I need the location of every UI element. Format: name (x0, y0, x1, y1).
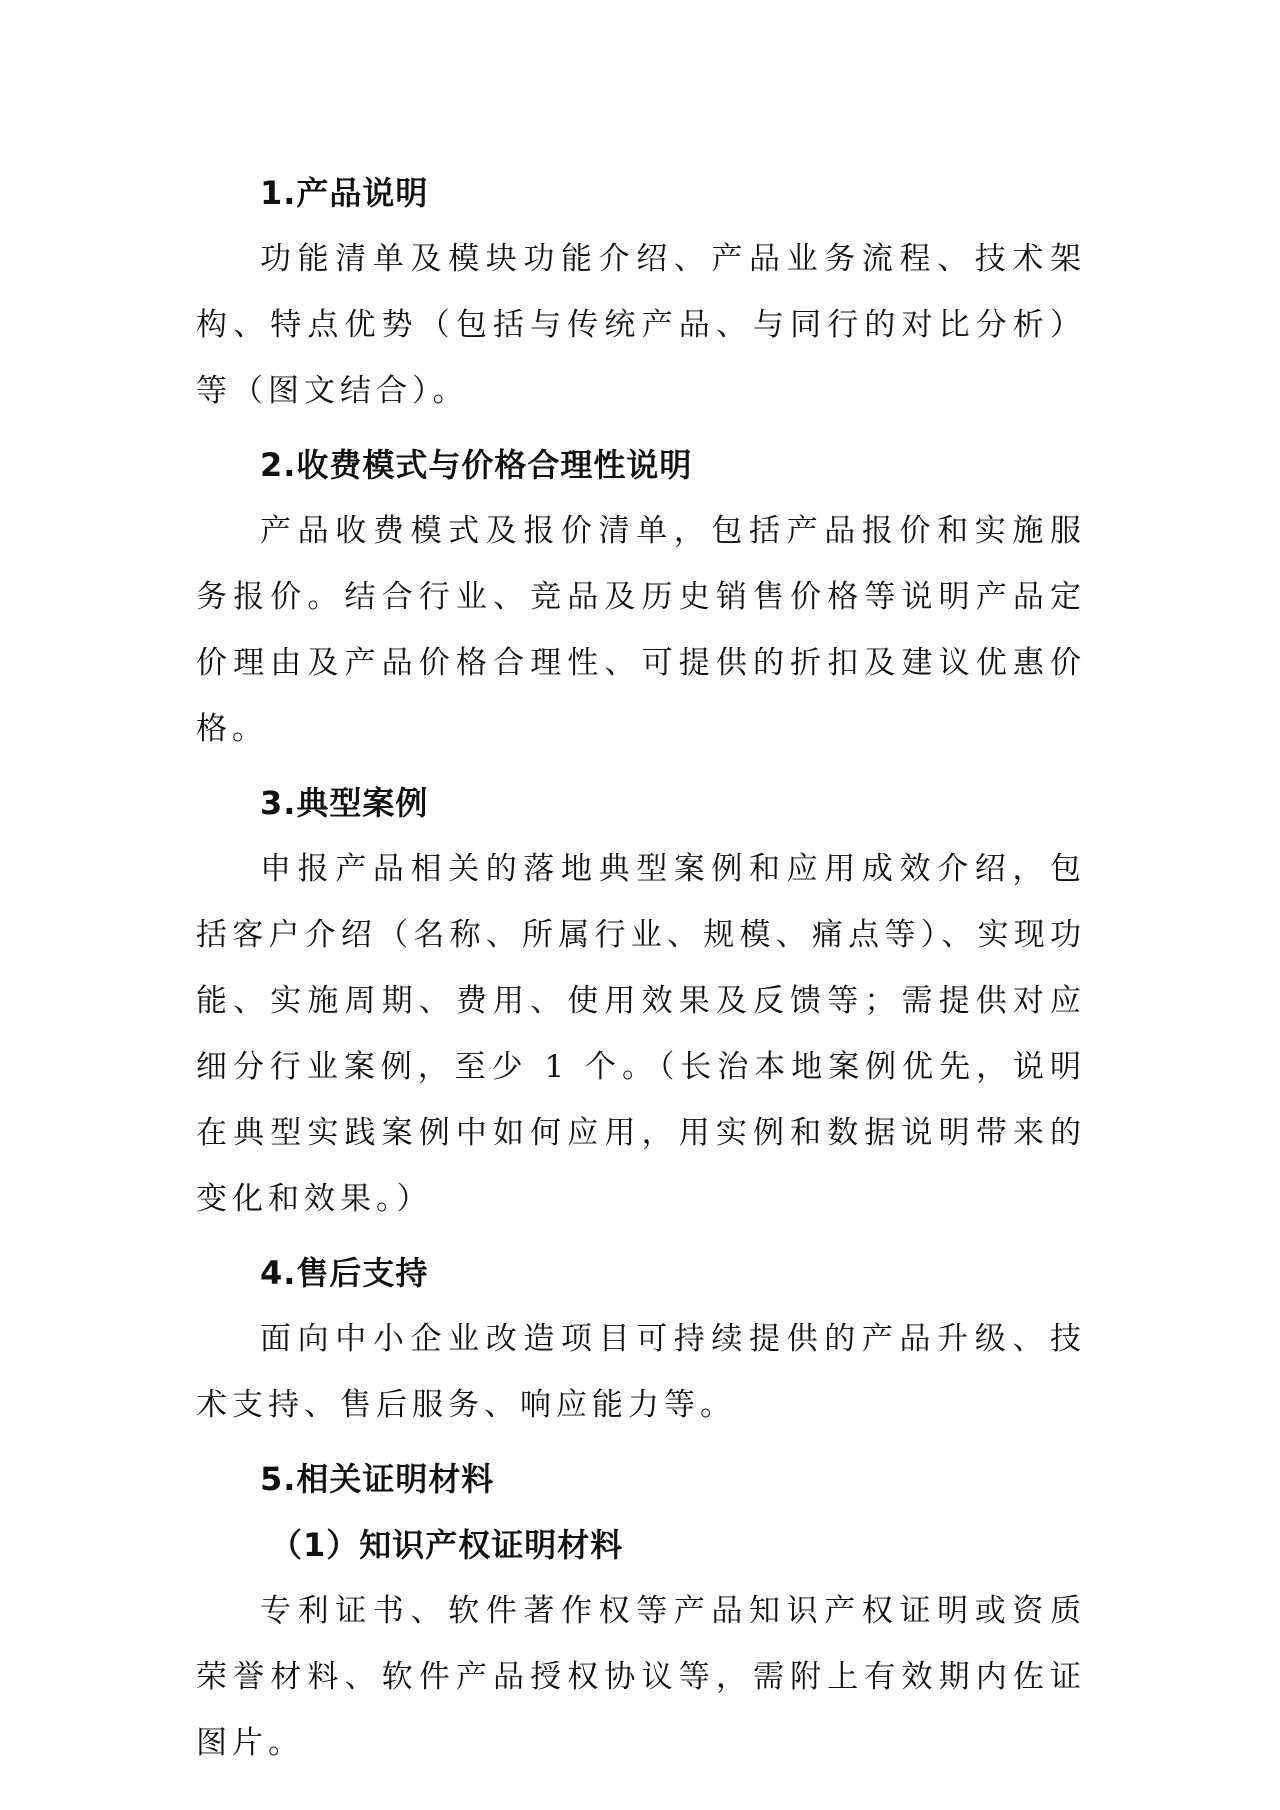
section-heading-product-description: 1.产品说明 (260, 174, 429, 212)
section-heading-pricing: 2.收费模式与价格合理性说明 (260, 446, 693, 484)
section-heading-typical-cases: 3.典型案例 (260, 784, 429, 822)
section-heading-after-sales: 4.售后支持 (260, 1254, 429, 1292)
section-body-product-description: 功能清单及模块功能介绍、产品业务流程、技术架构、特点优势（包括与传统产品、与同行的对比分析）等（图文结合）。 (196, 241, 1086, 409)
section-heading-supporting-materials: 5.相关证明材料 (260, 1460, 495, 1498)
section-body-ip-materials: 专利证书、软件著作权等产品知识产权证明或资质荣誉材料、软件产品授权协议等，需附上有效期内佐证图片。 (196, 1593, 1086, 1761)
document-content (196, 160, 1086, 1784)
section-body-pricing: 产品收费模式及报价清单，包括产品报价和实施服务报价。结合行业、竞品及历史销售价格等说明产品定价理由及产品价格合理性、可提供的折扣及建议优惠价格。 (196, 513, 1086, 747)
section-body-typical-cases: 申报产品相关的落地典型案例和应用成效介绍，包括客户介绍（名称、所属行业、规模、痛点等）、实现功能、实施周期、费用、使用效果及反馈等；需提供对应细分行业案例，至少 1 个。（长治本地案例优先，说明在典型实践案例中如何应用，用实例和数据说明带来的变化和效果。） (196, 851, 1086, 1217)
subsection-heading-ip-materials: （1）知识产权证明材料 (270, 1526, 624, 1564)
section-body-after-sales: 面向中小企业改造项目可持续提供的产品升级、技术支持、售后服务、响应能力等。 (196, 1321, 1086, 1423)
